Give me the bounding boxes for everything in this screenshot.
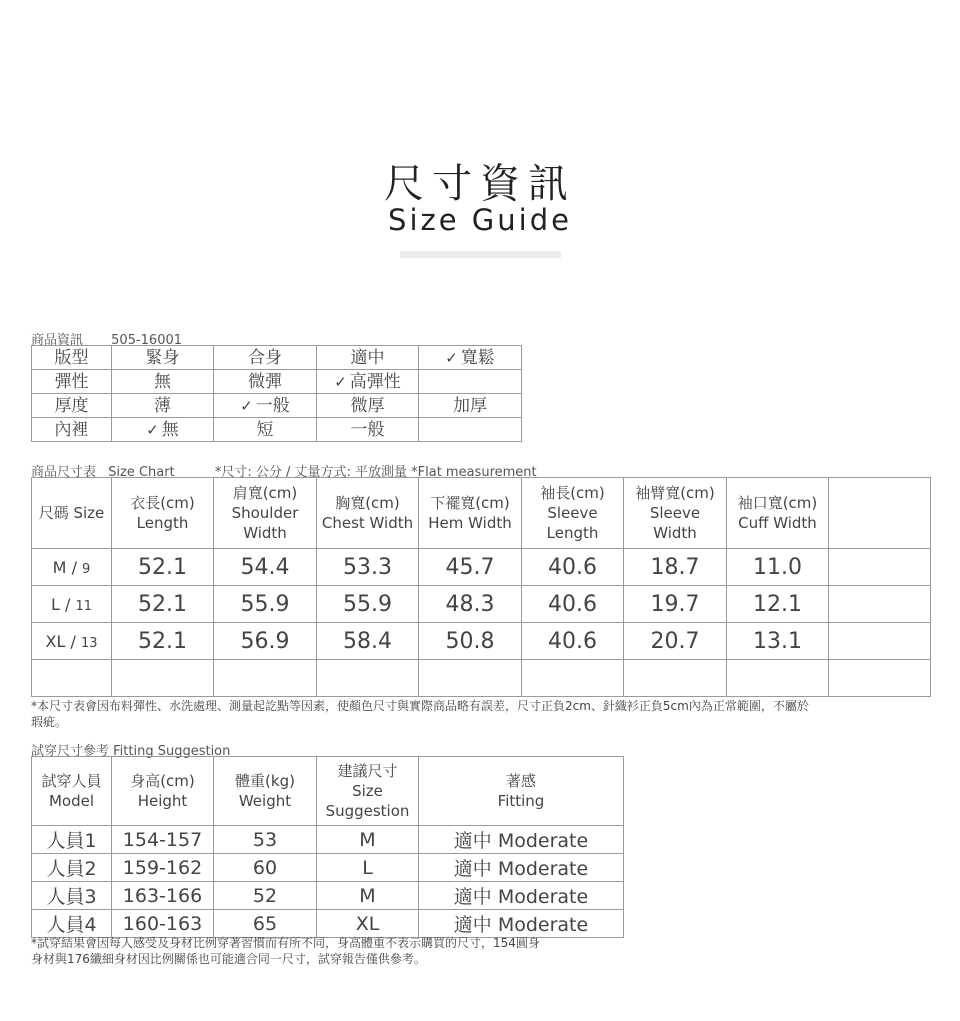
product-info-option-label: 無 [161,419,179,440]
product-info-option [112,394,214,418]
page-title-en: Size Guide [388,203,572,237]
fitting-header-line: Fitting [497,792,545,810]
size-value: 53.3 [317,549,419,586]
fitting-header [317,757,419,826]
fitting-header-line: Model [48,792,95,810]
product-info-option [112,370,214,394]
size-chart-header-line: Shoulder [231,504,299,522]
product-info-option [317,418,419,442]
size-chart-label-en: Size Chart [108,465,175,480]
product-info-attribute: 內裡 [32,418,112,442]
product-info-row [32,346,522,370]
size-chart-header-line: Length [136,514,189,532]
size-value: 56.9 [214,623,317,660]
product-info-attribute: 彈性 [32,370,112,394]
product-info-option [419,418,522,442]
product-info-option-label: 一般 [350,419,385,440]
check-icon: ✓ [445,348,458,367]
fitting-note-line-1: *試穿結果會因每人感受及身材比例穿著習慣而有所不同，身高體重不表示購買的尺寸，154圓身 [31,936,540,950]
size-value [829,549,931,586]
size-chart-row [32,623,931,660]
product-info-option [214,418,317,442]
fitting-note [31,935,540,967]
size-value: 18.7 [624,549,727,586]
fitting-label: 試穿尺寸參考 Fitting Suggestion [31,744,231,759]
size-empty-cell [829,660,931,697]
size-chart-header-line: Sleeve [547,504,598,522]
size-value: 40.6 [522,623,624,660]
product-code: 505-16001 [111,333,183,348]
size-chart-header [214,478,317,549]
product-info-option [214,370,317,394]
fitting-header [112,757,214,826]
size-value: 48.3 [419,586,522,623]
fitting-value: 163-166 [112,882,214,910]
fitting-table [31,756,624,938]
product-info-option [317,370,419,394]
size-chart-header [829,478,931,549]
product-info-option-label: 寬鬆 [460,347,495,368]
product-info-row [32,418,522,442]
product-info-option-label: 加厚 [453,395,487,416]
size-letter: M / [52,557,83,577]
fitting-value: 適中 Moderate [419,910,624,938]
fitting-row [32,882,624,910]
product-info-option-label: 短 [256,419,274,440]
size-empty-cell [419,660,522,697]
product-info-option [112,418,214,442]
fitting-header-line: 建議尺寸 [337,762,398,780]
size-chart-header-line: Cuff Width [738,514,817,532]
fitting-header [214,757,317,826]
product-info-option-label: 無 [154,371,171,392]
size-chart-row [32,549,931,586]
fitting-value: 52 [214,882,317,910]
size-value: 20.7 [624,623,727,660]
size-chart-header-line: 袖口寬(cm) [737,494,818,512]
measurement-note: *尺寸: 公分 / 丈量方式: 平放測量 *Flat measurement [214,465,537,480]
page-title-zh: 尺寸資訊 [384,161,576,207]
product-info-option-label: 適中 [350,347,385,368]
fitting-header-line: 身高(cm) [130,772,195,790]
size-value: 54.4 [214,549,317,586]
fitting-value: 適中 Moderate [419,854,624,882]
fitting-note-line-2: 身材與176纖細身材因比例關係也可能適合同一尺寸，試穿報告僅供參考。 [31,952,426,966]
product-info-row [32,370,522,394]
fitting-row [32,826,624,854]
product-info-option-label: 高彈性 [349,371,401,392]
size-number: 9 [82,561,91,577]
product-info-label: 商品資訊 [31,333,84,348]
product-info-option [317,346,419,370]
product-info-option [214,394,317,418]
size-chart-header-line: Width [243,524,287,542]
check-icon: ✓ [240,396,253,415]
product-info-table [31,345,522,442]
size-chart-empty-row [32,660,931,697]
size-chart-row [32,586,931,623]
fitting-row [32,854,624,882]
product-info-option [419,370,522,394]
size-label [32,623,112,660]
fitting-header [419,757,624,826]
size-value: 55.9 [317,586,419,623]
size-empty-cell [214,660,317,697]
product-info-option-label: 微厚 [350,395,385,416]
product-info-option-label: 微彈 [248,371,282,392]
fitting-value: XL [317,910,419,938]
size-empty-cell [32,660,112,697]
product-info-option [214,346,317,370]
size-letter: L / [50,594,76,614]
product-info-option [112,346,214,370]
fitting-value: 53 [214,826,317,854]
size-letter: XL / [45,631,81,651]
size-value [829,586,931,623]
fitting-value: 適中 Moderate [419,826,624,854]
size-empty-cell [624,660,727,697]
size-value: 52.1 [112,586,214,623]
size-value: 45.7 [419,549,522,586]
size-chart-header-line: 袖長(cm) [540,484,605,502]
size-empty-cell [522,660,624,697]
fitting-value: 154-157 [112,826,214,854]
size-value: 55.9 [214,586,317,623]
product-info-row [32,394,522,418]
fitting-header-line: Height [137,792,188,810]
size-empty-cell [112,660,214,697]
fitting-header-line: Size [352,782,383,800]
fitting-value: M [317,826,419,854]
title-divider [400,251,561,258]
product-info-option-label: 緊身 [145,347,180,368]
size-chart-header-line: 下襬寬(cm) [430,494,510,512]
fitting-value: M [317,882,419,910]
fitting-header-row [32,757,624,826]
size-number: 13 [80,635,98,651]
product-info-attribute: 版型 [32,346,112,370]
check-icon: ✓ [334,372,347,391]
fitting-header [32,757,112,826]
fitting-value: 160-163 [112,910,214,938]
size-chart-header-line: Width [653,524,697,542]
size-chart-header-row [32,478,931,549]
size-value: 52.1 [112,549,214,586]
fitting-header-line: Suggestion [325,802,410,820]
fitting-value: 人員4 [32,910,112,938]
size-chart-header [112,478,214,549]
size-chart-header-line: Length [546,524,599,542]
size-chart-header [727,478,829,549]
size-number: 11 [75,598,93,614]
product-info-option-label: 合身 [248,347,282,368]
size-value: 50.8 [419,623,522,660]
fitting-header-line: 試穿人員 [41,772,102,790]
size-chart-header-line: Chest Width [321,514,414,532]
size-value [829,623,931,660]
size-chart-header-line: 肩寬(cm) [232,484,298,502]
product-info-option-label: 薄 [154,395,171,416]
size-chart-header [317,478,419,549]
size-chart-header-line: Hem Width [428,514,512,532]
size-chart-header [32,478,112,549]
size-chart-header-line: 胸寬(cm) [335,494,400,512]
size-value: 52.1 [112,623,214,660]
fitting-value: 65 [214,910,317,938]
size-label [32,549,112,586]
product-info-attribute: 厚度 [32,394,112,418]
product-info-option [419,346,522,370]
fitting-value: 159-162 [112,854,214,882]
fitting-header-line: 著感 [505,772,536,790]
size-chart-header [419,478,522,549]
product-info-option [317,394,419,418]
size-chart-header-line: 衣長(cm) [130,494,195,512]
fitting-value: 人員3 [32,882,112,910]
size-value: 13.1 [727,623,829,660]
size-value: 11.0 [727,549,829,586]
size-chart-table [31,477,931,697]
fitting-value: 60 [214,854,317,882]
size-value: 58.4 [317,623,419,660]
size-chart-header-line: 尺碼 Size [38,504,105,522]
size-chart-header-line: 袖臂寬(cm) [635,484,715,502]
product-info-option [419,394,522,418]
size-value: 12.1 [727,586,829,623]
size-disclaimer-line-2: 瑕疵。 [31,715,68,729]
fitting-value: 人員2 [32,854,112,882]
check-icon: ✓ [146,420,159,439]
size-disclaimer [31,698,809,730]
fitting-value: 人員1 [32,826,112,854]
size-label [32,586,112,623]
size-value: 40.6 [522,586,624,623]
fitting-header-line: Weight [238,792,292,810]
fitting-header-line: 體重(kg) [235,772,295,790]
size-disclaimer-line-1: *本尺寸表會因布料彈性、水洗處理、測量起訖點等因素，使顏色尺寸與實際商品略有誤差，尺寸正負2cm、針織衫正負5cm內為正常範圍，不屬於 [31,699,809,713]
size-value: 40.6 [522,549,624,586]
size-chart-label: 商品尺寸表 [31,465,97,480]
size-chart-header [522,478,624,549]
fitting-row [32,910,624,938]
product-info-option-label: 一般 [255,395,290,416]
size-chart-header-line: Sleeve [649,504,701,522]
size-empty-cell [727,660,829,697]
fitting-value: 適中 Moderate [419,882,624,910]
size-chart-header [624,478,727,549]
size-value: 19.7 [624,586,727,623]
fitting-value: L [317,854,419,882]
size-empty-cell [317,660,419,697]
